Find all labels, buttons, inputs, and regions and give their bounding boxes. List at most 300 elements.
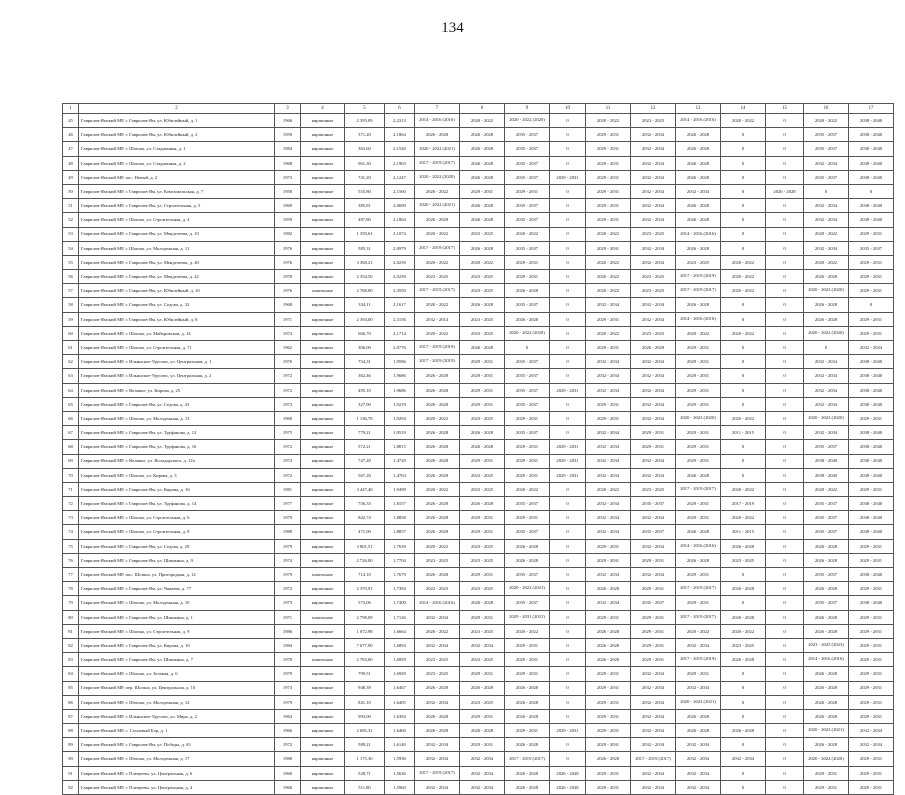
row-number-cell: 73: [63, 511, 79, 525]
row-number-cell: 74: [63, 525, 79, 539]
row-number-cell: 70: [63, 468, 79, 482]
table-cell: 2029 - 2031: [505, 270, 550, 284]
table-cell: 2023 - 2025: [460, 553, 505, 567]
row-number-cell: 91: [63, 766, 79, 780]
table-cell: 1973: [275, 397, 301, 411]
table-cell: 2020 - 2022: [676, 624, 721, 638]
table-cell: кирпичные: [301, 553, 345, 567]
table-cell: кирпичные: [301, 355, 345, 369]
table-cell: 2017 - 2019 (2017): [676, 610, 721, 624]
table-cell: 0: [550, 426, 586, 440]
table-cell: 0: [766, 525, 804, 539]
table-cell: 2026 - 2028: [676, 724, 721, 738]
table-cell: 2032 - 2034: [676, 766, 721, 780]
table-cell: 572,21: [345, 440, 385, 454]
row-number-cell: 64: [63, 383, 79, 397]
table-row: [63, 241, 894, 255]
table-cell: 2032 - 2034: [676, 780, 721, 794]
table-cell: 2020 - 2022: [505, 624, 550, 638]
address-cell: Гаврилов-Ямский МР, г. Гаврилов-Ям, ул. Шишкина, д. 9: [79, 553, 275, 567]
table-cell: 1984: [275, 142, 301, 156]
table-cell: 2029 - 2031: [460, 709, 505, 723]
table-cell: 1,5930: [385, 752, 415, 766]
table-cell: 1978: [275, 653, 301, 667]
table-cell: 2017 - 2019: [721, 497, 766, 511]
table-row: [63, 511, 894, 525]
table-cell: 0: [766, 568, 804, 582]
table-cell: 1,6140: [385, 738, 415, 752]
table-cell: 2032 - 2034: [631, 383, 676, 397]
table-cell: 2035 - 2037: [849, 241, 894, 255]
table-cell: 1 136,70: [345, 411, 385, 425]
row-number-cell: 51: [63, 199, 79, 213]
table-row: [63, 738, 894, 752]
table-cell: 2026 - 2028: [505, 709, 550, 723]
address-cell: Гаврилов-Ямский МР, г. Гаврилов-Ям, ул. Юбилейный, д. 2: [79, 128, 275, 142]
row-number-cell: 66: [63, 411, 79, 425]
table-cell: 1959: [275, 128, 301, 142]
table-cell: 2026 - 2028: [415, 525, 460, 539]
address-cell: Гаврилов-Ямский МР, г. Гаврилов-Ям, ул. Комсомольская, д. 7: [79, 184, 275, 198]
table-cell: 0: [550, 738, 586, 752]
table-cell: 2032 - 2034: [631, 468, 676, 482]
table-cell: 2014 - 2016 (2016): [804, 653, 849, 667]
table-cell: 2026 - 2028: [804, 298, 849, 312]
table-cell: 0: [550, 255, 586, 269]
table-cell: 2032 - 2034: [415, 610, 460, 624]
table-cell: 1,7384: [385, 582, 415, 596]
table-cell: 948,39: [345, 681, 385, 695]
table-cell: 0: [766, 142, 804, 156]
table-cell: 1974: [275, 326, 301, 340]
table-cell: 2032 - 2034: [631, 355, 676, 369]
table-cell: 0: [766, 766, 804, 780]
column-number-cell: 2: [79, 104, 275, 114]
table-cell: 1986: [275, 624, 301, 638]
table-cell: 0: [766, 695, 804, 709]
table-cell: 2029 - 2031: [676, 369, 721, 383]
table-cell: 1962: [275, 341, 301, 355]
table-cell: 2029 - 2031: [676, 454, 721, 468]
row-number-cell: 79: [63, 596, 79, 610]
address-cell: Гаврилов-Ямский МР, г. Шопша, ул. Стадионная, д. 1: [79, 142, 275, 156]
table-cell: 2026 - 2028: [631, 341, 676, 355]
table-cell: 2032 - 2034: [631, 667, 676, 681]
table-body: [63, 104, 894, 795]
table-cell: 2020 - 2022 (2021): [415, 142, 460, 156]
table-cell: 2023 - 2025: [631, 270, 676, 284]
table-row: [63, 766, 894, 780]
table-cell: 2023 - 2025: [460, 468, 505, 482]
table-cell: 2014 - 2016 (2016): [415, 114, 460, 128]
table-cell: 2035 - 2037: [804, 497, 849, 511]
table-cell: 2017 - 2019 (2017): [505, 752, 550, 766]
table-cell: 334,11: [345, 298, 385, 312]
table-cell: 327,90: [345, 397, 385, 411]
table-cell: 2017 - 2019 (2017): [676, 582, 721, 596]
table-cell: 2029 - 2031: [631, 624, 676, 638]
table-cell: 0: [766, 128, 804, 142]
table-cell: 2029 - 2031: [631, 638, 676, 652]
table-cell: 2 395,09: [345, 114, 385, 128]
table-cell: 0: [550, 241, 586, 255]
address-cell: Гаврилов-Ямский МР, г. Шопша, ул. Зеленая, д. 6: [79, 667, 275, 681]
address-cell: Гаврилов-Ямский МР, г. Великое, ул. Володарского, д. 12а: [79, 454, 275, 468]
address-cell: Гаврилов-Ямский МР, г. Гаврилов-Ям, ул. Кирова, д. 10: [79, 638, 275, 652]
table-cell: кирпичные: [301, 624, 345, 638]
table-cell: 2032 - 2014: [415, 312, 460, 326]
table-cell: 2032 - 2034: [586, 454, 631, 468]
table-cell: 1 072,98: [345, 624, 385, 638]
table-cell: 2020 - 2022 (2021): [415, 199, 460, 213]
column-number-cell: 10: [550, 104, 586, 114]
column-number-cell: 15: [766, 104, 804, 114]
table-cell: 0: [766, 553, 804, 567]
table-cell: 0: [849, 298, 894, 312]
table-cell: 1972: [275, 738, 301, 752]
table-cell: 2020 - 2022: [586, 227, 631, 241]
address-cell: Гаврилов-Ямский МР, г. Гаврилов-Ям, ул. Менделеева, д. 42: [79, 270, 275, 284]
table-cell: 555,80: [345, 184, 385, 198]
table-cell: 2,1963: [385, 156, 415, 170]
table-cell: кирпичные: [301, 341, 345, 355]
table-cell: 2026 - 2028: [460, 199, 505, 213]
table-cell: кирпичные: [301, 213, 345, 227]
table-cell: 0: [766, 539, 804, 553]
table-row: [63, 199, 894, 213]
address-cell: Гаврилов-Ямский МР, г. Шопша, ул. Стадионная, д. 2: [79, 156, 275, 170]
table-cell: 2023 - 2025: [415, 270, 460, 284]
table-cell: 2032 - 2034: [631, 539, 676, 553]
table-cell: кирпичные: [301, 766, 345, 780]
table-row: [63, 624, 894, 638]
row-number-cell: 59: [63, 312, 79, 326]
table-cell: 2029 - 2031: [550, 170, 586, 184]
table-cell: 1,4720: [385, 454, 415, 468]
table-cell: 2032 - 2034: [631, 454, 676, 468]
table-cell: 0: [550, 610, 586, 624]
table-cell: 1960: [275, 766, 301, 780]
table-cell: 2029 - 2031: [849, 653, 894, 667]
table-cell: 2029 - 2031: [586, 312, 631, 326]
table-cell: 2017 - 2019 (2017): [631, 752, 676, 766]
table-cell: 2014 - 2016 (2016): [676, 227, 721, 241]
table-cell: 573,06: [345, 596, 385, 610]
address-cell: Гаврилов-Ямский МР, г. Великое, ул. Кирова, д. 25: [79, 383, 275, 397]
table-cell: 2014 - 2016 (2016): [676, 312, 721, 326]
table-cell: 2026 - 2028: [505, 780, 550, 794]
table-cell: кирпичные: [301, 582, 345, 596]
table-cell: 2029 - 2031: [849, 752, 894, 766]
table-cell: 2029 - 2031: [460, 454, 505, 468]
table-row: [63, 752, 894, 766]
table-cell: 2032 - 2034: [631, 312, 676, 326]
table-cell: 2023 - 2025: [631, 482, 676, 496]
table-cell: 993,00: [345, 709, 385, 723]
table-cell: 0: [721, 184, 766, 198]
table-cell: 2032 - 2034: [676, 681, 721, 695]
row-number-cell: 92: [63, 780, 79, 794]
table-cell: 2029 - 2031: [505, 255, 550, 269]
table-cell: 2 726,00: [345, 553, 385, 567]
table-cell: 2029 - 2031: [505, 184, 550, 198]
table-cell: 2035 - 2037: [505, 199, 550, 213]
table-cell: 0: [721, 170, 766, 184]
table-cell: 2,2313: [385, 114, 415, 128]
table-cell: 2026 - 2028: [721, 724, 766, 738]
row-number-cell: 72: [63, 497, 79, 511]
table-cell: 2023 - 2025: [721, 553, 766, 567]
table-cell: 2026 - 2028: [415, 383, 460, 397]
table-cell: кирпичные: [301, 312, 345, 326]
table-cell: 2020 - 2022: [721, 624, 766, 638]
table-cell: 2023 - 2025: [460, 227, 505, 241]
table-row: [63, 553, 894, 567]
table-row: [63, 709, 894, 723]
table-cell: 2035 - 2037: [505, 170, 550, 184]
table-cell: 666,70: [345, 326, 385, 340]
table-cell: 1,7400: [385, 596, 415, 610]
table-cell: 0: [550, 667, 586, 681]
row-number-cell: 78: [63, 582, 79, 596]
table-cell: 2023 - 2025: [460, 624, 505, 638]
table-cell: 2014 - 2016 (2016): [676, 114, 721, 128]
table-cell: 2029 - 2031: [631, 653, 676, 667]
table-cell: 2038 - 2040: [849, 213, 894, 227]
table-cell: 2029 - 2031: [849, 582, 894, 596]
table-cell: 2029 - 2031: [586, 539, 631, 553]
table-cell: 2023 - 2025: [721, 638, 766, 652]
table-cell: кирпичные: [301, 426, 345, 440]
table-cell: 1974: [275, 454, 301, 468]
table-row: [63, 411, 894, 425]
table-cell: 2020 - 2022 (2021): [676, 695, 721, 709]
table-cell: 2017 - 2019 (2019): [676, 270, 721, 284]
table-cell: 2023 - 2025: [676, 255, 721, 269]
table-cell: 0: [766, 752, 804, 766]
table-cell: 2026 - 2028: [460, 426, 505, 440]
table-row: [63, 156, 894, 170]
table-row: [63, 638, 894, 652]
table-cell: 0: [550, 142, 586, 156]
table-cell: 2038 - 2040: [849, 114, 894, 128]
table-cell: 0: [766, 199, 804, 213]
table-cell: 0: [766, 511, 804, 525]
table-cell: 2029 - 2031: [676, 497, 721, 511]
row-number-cell: 88: [63, 724, 79, 738]
table-cell: 2032 - 2034: [631, 738, 676, 752]
table-cell: 2029 - 2031: [505, 638, 550, 652]
table-cell: 2032 - 2034: [586, 440, 631, 454]
table-cell: 589,21: [345, 738, 385, 752]
table-cell: 2020 - 2022: [415, 482, 460, 496]
table-cell: 2026 - 2028: [460, 156, 505, 170]
table-cell: 2032 - 2034: [415, 638, 460, 652]
table-cell: 1968: [275, 298, 301, 312]
table-cell: 1,7126: [385, 610, 415, 624]
table-cell: 2,3156: [385, 312, 415, 326]
table-cell: 2029 - 2031: [505, 667, 550, 681]
row-number-cell: 75: [63, 539, 79, 553]
table-cell: кирпичные: [301, 596, 345, 610]
table-cell: 2029 - 2031: [460, 511, 505, 525]
table-cell: 2029 - 2031: [849, 681, 894, 695]
table-cell: 2032 - 2034: [460, 752, 505, 766]
table-cell: 371,20: [345, 128, 385, 142]
column-number-cell: 1: [63, 104, 79, 114]
table-cell: 1980: [275, 525, 301, 539]
table-row: [63, 426, 894, 440]
table-cell: 2029 - 2031: [586, 766, 631, 780]
table-cell: 0: [721, 681, 766, 695]
table-cell: 2038 - 2040: [849, 355, 894, 369]
table-cell: кирпичные: [301, 752, 345, 766]
table-cell: 0: [766, 780, 804, 794]
table-row: [63, 184, 894, 198]
row-number-cell: 65: [63, 397, 79, 411]
table-cell: 2032 - 2034: [804, 383, 849, 397]
table-row: [63, 582, 894, 596]
table-cell: 2017 - 2019 (2017): [415, 241, 460, 255]
table-cell: 842,74: [345, 511, 385, 525]
table-cell: 2020 - 2022: [505, 482, 550, 496]
table-cell: 1972: [275, 582, 301, 596]
table-cell: 747,20: [345, 454, 385, 468]
table-cell: 2035 - 2037: [505, 241, 550, 255]
table-cell: 0: [766, 440, 804, 454]
address-cell: Гаврилов-Ямский МР, г. Гаврилов-Ям, ул. Менделеева, д. 40: [79, 255, 275, 269]
address-cell: Гаврилов-Ямский МР, г. Гаврилов-Ям, ул. Седова, д. 43: [79, 397, 275, 411]
row-number-cell: 83: [63, 653, 79, 667]
table-cell: кирпичные: [301, 156, 345, 170]
table-cell: 0: [721, 341, 766, 355]
table-cell: 2038 - 2040: [849, 426, 894, 440]
table-cell: 0: [550, 511, 586, 525]
table-cell: кирпичные: [301, 383, 345, 397]
table-cell: 2035 - 2037: [505, 383, 550, 397]
table-cell: панельные: [301, 610, 345, 624]
row-number-cell: 76: [63, 553, 79, 567]
column-number-cell: 13: [676, 104, 721, 114]
table-cell: 1,6859: [385, 653, 415, 667]
table-cell: кирпичные: [301, 298, 345, 312]
table-cell: 511,80: [345, 780, 385, 794]
table-cell: 2035 - 2037: [505, 369, 550, 383]
column-number-row: [63, 104, 894, 114]
table-cell: 2,1617: [385, 298, 415, 312]
table-cell: 1,6460: [385, 724, 415, 738]
table-cell: 2029 - 2031: [586, 724, 631, 738]
address-cell: Гаврилов-Ямский МР, г. Гаврилов-Ям, ул. Шишкина, д. 1: [79, 610, 275, 624]
table-cell: 0: [766, 724, 804, 738]
table-row: [63, 610, 894, 624]
address-cell: Гаврилов-Ямский МР, г. Ильинское-Урусово, ул. Центральная, д. 2: [79, 369, 275, 383]
table-cell: 2032 - 2034: [804, 397, 849, 411]
table-cell: 2020 - 2022: [415, 298, 460, 312]
table-cell: 2032 - 2034: [631, 170, 676, 184]
table-cell: 0: [766, 213, 804, 227]
table-cell: 1,8815: [385, 440, 415, 454]
table-cell: 754,31: [345, 355, 385, 369]
table-row: [63, 128, 894, 142]
table-cell: 2032 - 2034: [631, 156, 676, 170]
table-cell: 2020 - 2022: [804, 255, 849, 269]
table-cell: 2020 - 2022: [415, 326, 460, 340]
table-cell: 0: [766, 114, 804, 128]
table-cell: 0: [721, 199, 766, 213]
address-cell: Гаврилов-Ямский МР, г. Гаврилов-Ям, ул. Юбилейный, д. 8: [79, 312, 275, 326]
table-cell: 2026 - 2028: [676, 468, 721, 482]
table-cell: 1981: [275, 482, 301, 496]
table-cell: 2035 - 2037: [505, 298, 550, 312]
table-cell: 2032 - 2034: [586, 369, 631, 383]
table-cell: 2026 - 2028: [721, 539, 766, 553]
table-cell: 0: [766, 638, 804, 652]
table-cell: 2029 - 2031: [676, 341, 721, 355]
table-cell: 2029 - 2031: [586, 709, 631, 723]
address-cell: Гаврилов-Ямский МР, г. Гаврилов-Ям, ул. Труфанова, д. 12: [79, 426, 275, 440]
row-number-cell: 53: [63, 227, 79, 241]
table-cell: 1,5960: [385, 780, 415, 794]
table-cell: 2020 - 2022: [804, 227, 849, 241]
table-cell: 2032 - 2034: [631, 695, 676, 709]
table-cell: 2023 - 2025: [460, 482, 505, 496]
table-cell: 2020 - 2022: [721, 270, 766, 284]
table-cell: 1,9586: [385, 355, 415, 369]
table-cell: 2029 - 2031: [849, 227, 894, 241]
table-cell: 2029 - 2031: [631, 610, 676, 624]
table-cell: 2032 - 2034: [631, 780, 676, 794]
table-cell: 1966: [275, 724, 301, 738]
table-cell: 2026 - 2028: [586, 582, 631, 596]
table-cell: 2,1714: [385, 326, 415, 340]
table-cell: 0: [550, 341, 586, 355]
table-cell: 2 685,31: [345, 724, 385, 738]
table-cell: 2026 - 2028: [460, 128, 505, 142]
table-cell: 2029 - 2031: [550, 440, 586, 454]
table-cell: 2020 - 2022: [586, 270, 631, 284]
table-cell: 2017 - 2019 (2017): [415, 156, 460, 170]
table-cell: 2029 - 2031: [804, 780, 849, 794]
table-cell: 2029 - 2031: [586, 170, 631, 184]
table-cell: 2026 - 2028: [676, 142, 721, 156]
table-cell: 0: [766, 284, 804, 298]
table-cell: 2035 - 2037: [505, 128, 550, 142]
table-cell: 2029 - 2031: [676, 568, 721, 582]
row-number-cell: 56: [63, 270, 79, 284]
table-cell: 2032 - 2034: [631, 298, 676, 312]
row-number-cell: 58: [63, 298, 79, 312]
table-cell: 2032 - 2034: [460, 780, 505, 794]
table-cell: кирпичные: [301, 681, 345, 695]
table-cell: 2029 - 2031: [505, 653, 550, 667]
table-cell: 2026 - 2028: [460, 170, 505, 184]
table-cell: 741,20: [345, 170, 385, 184]
table-cell: 2026 - 2028: [804, 738, 849, 752]
table-row: [63, 539, 894, 553]
table-cell: 0: [550, 199, 586, 213]
table-cell: 0: [721, 142, 766, 156]
table-cell: 1,9519: [385, 426, 415, 440]
table-cell: 1971: [275, 610, 301, 624]
table-cell: 2026 - 2028: [505, 553, 550, 567]
table-cell: 2032 - 2034: [631, 213, 676, 227]
address-cell: Гаврилов-Ямский МР, г. Плещеево, ул. Центральная, д. 4: [79, 780, 275, 794]
table-cell: 0: [766, 681, 804, 695]
table-cell: 0: [550, 213, 586, 227]
row-number-cell: 87: [63, 709, 79, 723]
row-number-cell: 49: [63, 170, 79, 184]
